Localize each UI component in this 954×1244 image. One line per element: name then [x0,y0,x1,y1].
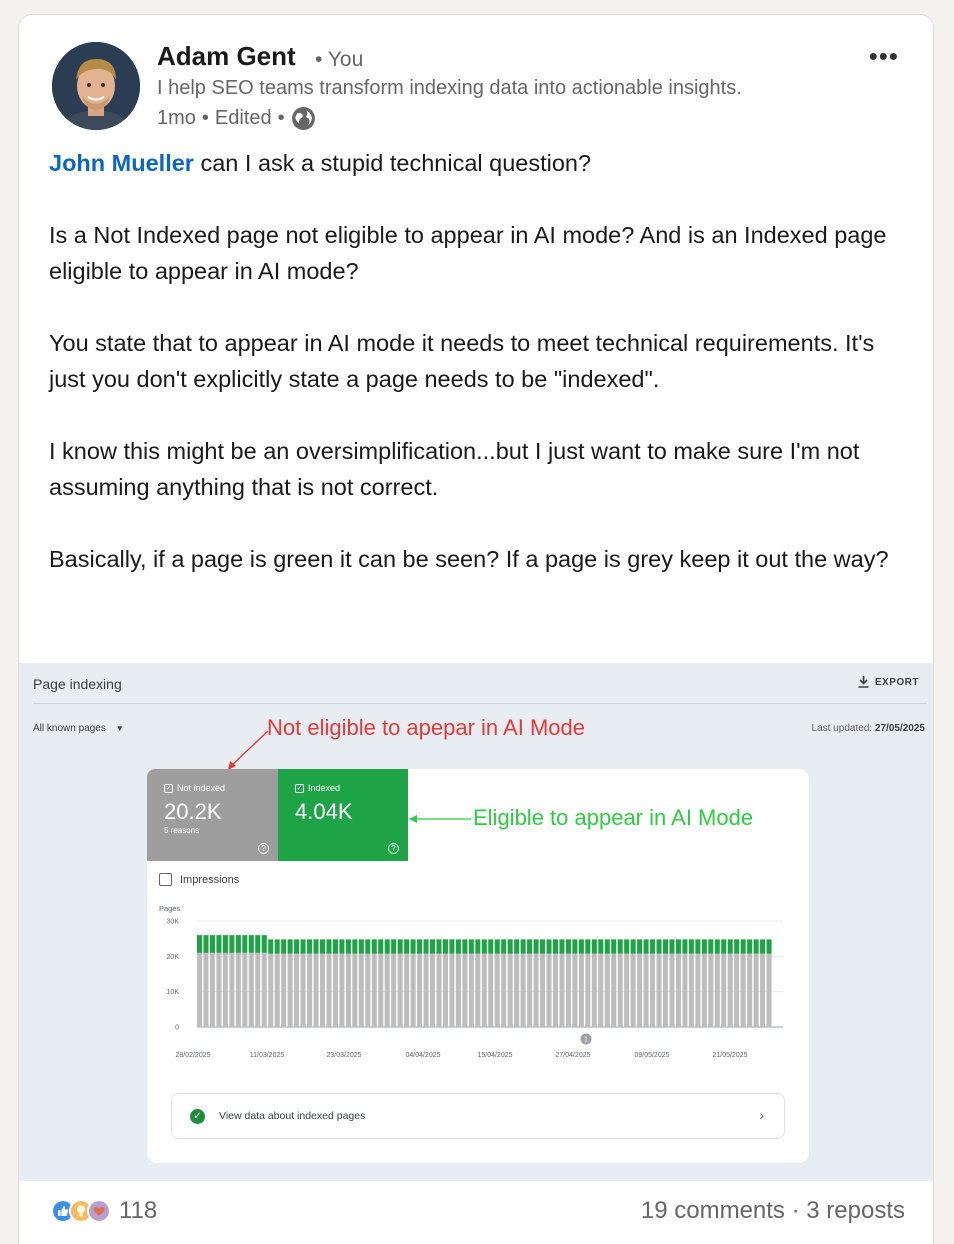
bar-not-indexed [288,954,293,1027]
bar-indexed [657,939,662,953]
download-icon [858,676,869,688]
bar-not-indexed [391,954,396,1027]
bar-indexed [534,939,539,953]
bar-indexed [398,939,403,953]
bar-indexed [495,939,500,953]
x-tick-label: 11/03/2025 [249,1052,285,1059]
author-name[interactable]: Adam Gent [157,41,296,71]
bar-indexed [553,939,558,953]
bar-indexed [598,939,603,953]
bar-not-indexed [301,954,306,1027]
bar-indexed [313,939,318,953]
bar-not-indexed [702,954,707,1027]
bar-not-indexed [527,954,532,1027]
annotation-marker-label: 1 [584,1036,588,1044]
bar-not-indexed [462,954,467,1027]
bar-indexed [268,939,273,953]
x-tick-label: 23/03/2025 [326,1052,362,1059]
dropdown-arrow-icon: ▼ [115,724,124,733]
bar-indexed [559,939,564,953]
bar-not-indexed [708,954,713,1027]
help-icon: ? [258,843,269,854]
bar-not-indexed [585,954,590,1027]
bar-not-indexed [728,954,733,1027]
post-paragraph: Basically, if a page is green it can be seen? If a page is grey keep it out the way? [49,546,889,572]
bar-not-indexed [572,954,577,1027]
bar-not-indexed [223,953,228,1027]
bar-indexed [514,939,519,953]
bar-not-indexed [598,954,603,1027]
bar-not-indexed [592,954,597,1027]
bar-indexed [747,939,752,953]
bar-not-indexed [767,954,772,1027]
not-indexed-tile: ✓ Not indexed 20.2K 5 reasons ? [147,769,278,861]
checkbox-icon: ✓ [165,784,172,792]
bar-not-indexed [566,954,571,1027]
bar-not-indexed [203,953,208,1027]
bar-indexed [469,939,474,953]
bar-not-indexed [579,954,584,1027]
bar-indexed [721,939,726,953]
bar-not-indexed [546,954,551,1027]
bar-indexed [521,939,526,953]
bar-not-indexed [559,954,564,1027]
bar-indexed [579,939,584,953]
bar-not-indexed [449,954,454,1027]
bar-not-indexed [488,954,493,1027]
annotation-eligible: Eligible to appear in AI Mode [473,805,754,830]
bar-indexed [223,935,228,953]
bar-indexed [708,939,713,953]
bar-not-indexed [378,954,383,1027]
bar-not-indexed [352,954,357,1027]
post-paragraph: Is a Not Indexed page not eligible to appear in AI mode? And is an Indexed page eligible to appear in AI mode? [49,222,887,284]
bar-not-indexed [715,954,720,1027]
bar-indexed [695,939,700,953]
engagement-counts: 19 comments · 3 reposts [640,1197,905,1224]
bar-not-indexed [326,954,331,1027]
bar-not-indexed [436,954,441,1027]
bar-indexed [197,935,202,953]
indexed-tile: ✓ Indexed 4.04K ? [278,769,408,861]
reactions-count[interactable]: 118 [119,1197,158,1224]
bar-indexed [301,939,306,953]
bar-indexed [288,939,293,953]
post-text [49,145,909,613]
bar-indexed [307,939,312,953]
bar-not-indexed [359,954,364,1027]
bar-not-indexed [430,954,435,1027]
bar-not-indexed [747,954,752,1027]
divider [33,703,927,704]
bar-indexed [728,939,733,953]
bar-not-indexed [255,953,260,1027]
bar-indexed [669,939,674,953]
bar-indexed [424,939,429,953]
bar-indexed [734,939,739,953]
view-indexed-pages-button: ✓ View data about indexed pages › [171,1093,785,1139]
bar-indexed [482,939,487,953]
bar-not-indexed [333,954,338,1027]
x-tick-label: 09/05/2025 [634,1052,670,1059]
bar-indexed [605,939,610,953]
bar-indexed [391,939,396,953]
bar-indexed [281,939,286,953]
bar-indexed [682,939,687,953]
bar-indexed [346,939,351,953]
reposts-link[interactable]: 3 reposts [806,1197,905,1224]
bar-not-indexed [482,954,487,1027]
last-updated: Last updated: 27/05/2025 [811,723,925,734]
bar-indexed [385,939,390,953]
bar-not-indexed [676,954,681,1027]
bar-not-indexed [695,954,700,1027]
bar-indexed [644,939,649,953]
help-icon: ? [388,843,399,854]
bar-not-indexed [236,953,241,1027]
bar-indexed [443,939,448,953]
bar-not-indexed [307,954,312,1027]
bar-not-indexed [721,954,726,1027]
more-options-button[interactable]: ••• [868,41,899,71]
bar-not-indexed [229,953,234,1027]
bar-not-indexed [268,954,273,1027]
bar-indexed [611,939,616,953]
mention-link[interactable]: John Mueller [49,150,194,176]
bar-indexed [585,939,590,953]
post-card [18,14,934,1244]
bar-not-indexed [754,954,759,1027]
bar-not-indexed [365,954,370,1027]
bar-indexed [540,939,545,953]
bar-indexed [754,939,759,953]
bar-not-indexed [534,954,539,1027]
bar-not-indexed [624,954,629,1027]
impressions-toggle: Impressions [159,873,239,886]
author-relation: • You [315,48,364,71]
bar-not-indexed [313,954,318,1027]
bar-not-indexed [475,954,480,1027]
bar-indexed [262,935,267,953]
bar-not-indexed [669,954,674,1027]
bar-not-indexed [469,954,474,1027]
bar-not-indexed [372,954,377,1027]
bar-not-indexed [741,954,746,1027]
bar-not-indexed [734,954,739,1027]
bar-indexed [203,935,208,953]
bar-indexed [566,939,571,953]
bar-indexed [456,939,461,953]
bar-indexed [449,939,454,953]
bar-not-indexed [249,953,254,1027]
gsc-title: Page indexing [33,676,122,692]
bar-not-indexed [443,954,448,1027]
y-axis-label: Pages [159,904,181,913]
bar-indexed [294,939,299,953]
x-tick-label: 04/04/2025 [405,1052,441,1059]
bar-indexed [767,939,772,953]
bar-not-indexed [760,954,765,1027]
bar-indexed [527,939,532,953]
bar-not-indexed [197,953,202,1027]
bar-indexed [592,939,597,953]
bar-indexed [689,939,694,953]
author-avatar[interactable] [52,42,140,130]
bar-not-indexed [456,954,461,1027]
x-tick-label: 28/02/2025 [175,1052,211,1059]
bar-not-indexed [404,954,409,1027]
bar-indexed [378,939,383,953]
bar-not-indexed [495,954,500,1027]
bar-not-indexed [514,954,519,1027]
checkbox-icon [159,873,172,886]
bar-indexed [546,939,551,953]
support-reaction-icon [87,1199,111,1223]
bar-not-indexed [210,953,215,1027]
bar-indexed [631,939,636,953]
bar-not-indexed [611,954,616,1027]
annotation-not-eligible: Not eligible to apepar in AI Mode [267,715,585,740]
bar-indexed [462,939,467,953]
bar-not-indexed [637,954,642,1027]
bar-indexed [236,935,241,953]
y-tick-label: 20K [166,953,179,961]
y-tick-label: 10K [166,989,179,997]
bar-not-indexed [398,954,403,1027]
bar-indexed [508,939,513,953]
bar-indexed [475,939,480,953]
bar-indexed [411,939,416,953]
bar-indexed [249,935,254,953]
bar-not-indexed [663,954,668,1027]
globe-icon [291,106,316,131]
bar-indexed [255,935,260,953]
bar-not-indexed [689,954,694,1027]
post-edited: Edited [214,107,272,129]
bar-indexed [715,939,720,953]
bar-indexed [624,939,629,953]
post-image[interactable] [19,663,934,1181]
comments-link[interactable]: 19 comments [640,1197,785,1224]
post-paragraph: I know this might be an oversimplification...but I just want to make sure I'm not assuming anything that is not correct. [49,438,860,500]
bar-not-indexed [320,954,325,1027]
check-circle-icon: ✓ [190,1109,205,1124]
bar-not-indexed [501,954,506,1027]
bar-not-indexed [262,953,267,1027]
bar-indexed [365,939,370,953]
bar-not-indexed [294,954,299,1027]
bar-indexed [339,939,344,953]
chevron-right-icon: › [759,1107,764,1123]
bar-not-indexed [521,954,526,1027]
bar-not-indexed [618,954,623,1027]
bar-not-indexed [508,954,513,1027]
bar-indexed [216,935,221,953]
bar-not-indexed [553,954,558,1027]
post-paragraph: John Mueller can I ask a stupid technical question? [49,150,592,176]
bar-indexed [741,939,746,953]
bar-indexed [359,939,364,953]
bar-not-indexed [385,954,390,1027]
y-tick-label: 30K [166,918,179,926]
bar-not-indexed [540,954,545,1027]
bar-not-indexed [281,954,286,1027]
bar-indexed [650,939,655,953]
filter-dropdown: All known pages ▼ [33,723,124,734]
checkbox-icon: ✓ [296,784,303,792]
bar-not-indexed [424,954,429,1027]
bar-not-indexed [216,953,221,1027]
bar-indexed [404,939,409,953]
bar-indexed [352,939,357,953]
bar-not-indexed [631,954,636,1027]
reactions[interactable] [51,1197,157,1225]
bar-indexed [333,939,338,953]
bar-indexed [702,939,707,953]
post-meta: 1mo • Edited • [157,106,316,131]
bar-indexed [430,939,435,953]
bar-indexed [229,935,234,953]
author-headline: I help SEO teams transform indexing data into actionable insights. [157,77,742,99]
bar-indexed [618,939,623,953]
bar-indexed [275,939,280,953]
x-tick-label: 21/05/2025 [712,1052,748,1059]
bar-not-indexed [657,954,662,1027]
bar-not-indexed [644,954,649,1027]
post-paragraph: You state that to appear in AI mode it needs to meet technical requirements. It's just you don't explicitly state a page needs to be "indexed". [49,330,875,392]
bar-not-indexed [346,954,351,1027]
bar-indexed [501,939,506,953]
social-bar [19,1181,934,1244]
bar-indexed [663,939,668,953]
bar-not-indexed [411,954,416,1027]
bar-not-indexed [650,954,655,1027]
arrow-red-icon [224,729,274,773]
indexing-chart [147,899,809,1091]
bar-not-indexed [275,954,280,1027]
bar-indexed [417,939,422,953]
bar-indexed [372,939,377,953]
bar-not-indexed [339,954,344,1027]
bar-indexed [676,939,681,953]
bar-not-indexed [605,954,610,1027]
bar-indexed [320,939,325,953]
bar-not-indexed [682,954,687,1027]
x-tick-label: 15/04/2025 [477,1052,513,1059]
bar-not-indexed [242,953,247,1027]
bar-indexed [436,939,441,953]
y-tick-label: 0 [175,1024,179,1032]
bar-indexed [488,939,493,953]
x-tick-label: 27/04/2025 [555,1052,591,1059]
bar-indexed [210,935,215,953]
arrow-green-icon [409,813,471,825]
bar-indexed [326,939,331,953]
bar-indexed [637,939,642,953]
bar-not-indexed [417,954,422,1027]
bar-indexed [242,935,247,953]
post-time: 1mo [157,107,196,129]
bar-indexed [760,939,765,953]
bar-indexed [572,939,577,953]
export-button: EXPORT [858,676,919,688]
